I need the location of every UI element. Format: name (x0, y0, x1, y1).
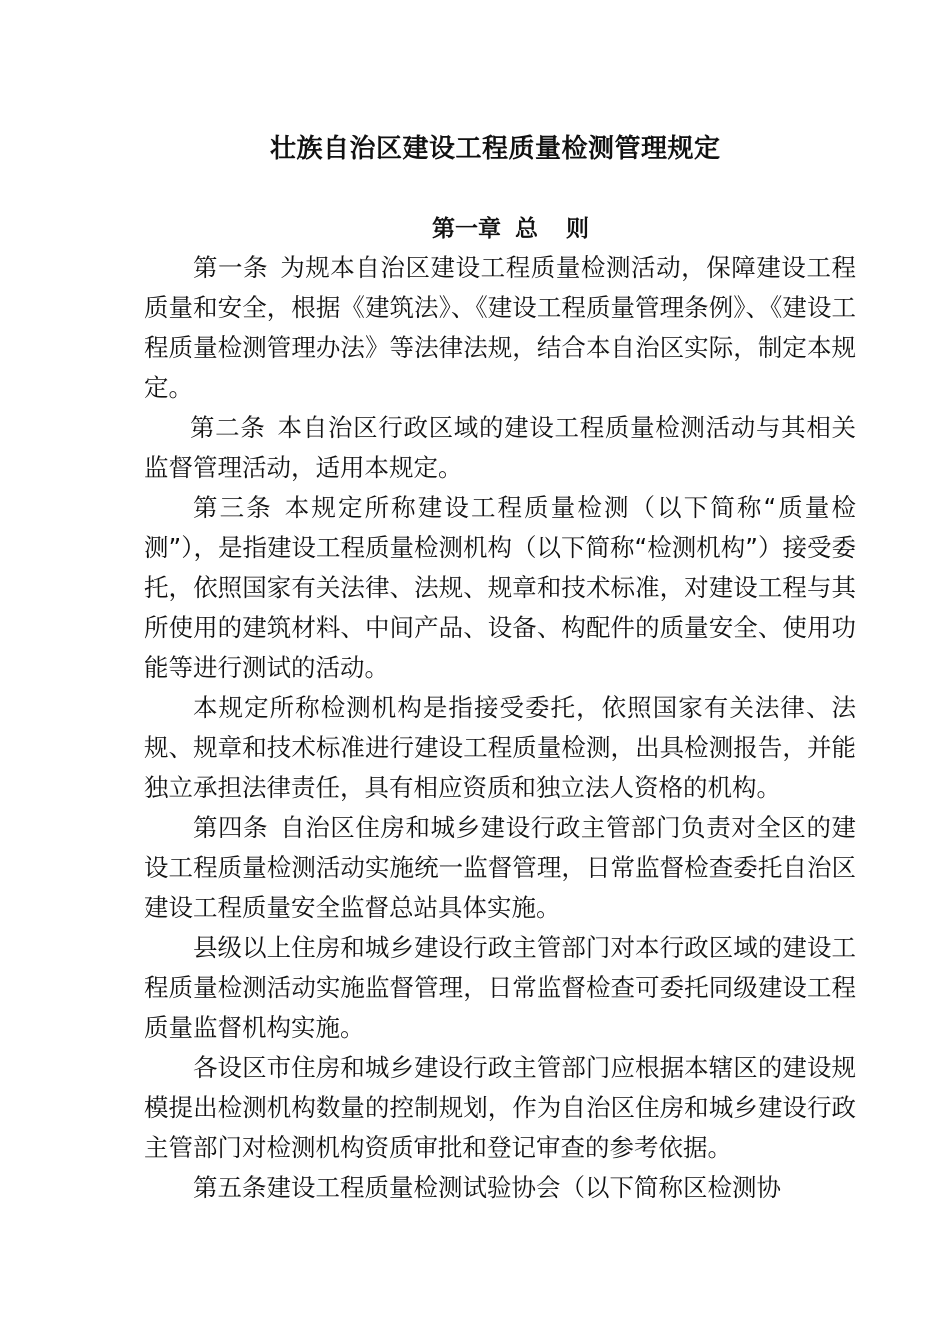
document-title: 壮族自治区建设工程质量检测管理规定 (270, 134, 721, 164)
paragraph-article-2 (144, 408, 856, 488)
paragraph-text: 本规定所称建设工程质量检测（以下简称“质量检测”），是指建设工程质量检测机构（以下简称“检测机构”）接受委托，依照国家有关法律、法规、规章和技术标准，对建设工程与其所使用的建筑材料、中间产品、设备、构配件的质量安全、使用功能等进行测试的活动。 (144, 493, 856, 682)
paragraph-text: 为规本自治区建设工程质量检测活动，保障建设工程质量和安全，根据《建筑法》、《建设工程质量管理条例》、《建设工程质量检测管理办法》等法律法规，结合本自治区实际，制定本规定。 (144, 253, 857, 402)
paragraph-article-5 (144, 1168, 856, 1208)
paragraph-article-1 (144, 248, 856, 408)
article-number: 第三条 (193, 493, 273, 522)
paragraph-article-4 (144, 808, 856, 928)
paragraph-text: 各设区市住房和城乡建设行政主管部门应根据本辖区的建设规模提出检测机构数量的控制规划，作为自治区住房和城乡建设行政主管部门对检测机构资质审批和登记审查的参考依据。 (144, 1053, 856, 1162)
document-body (144, 248, 856, 1208)
paragraph-text: 县级以上住房和城乡建设行政主管部门对本行政区域的建设工程质量检测活动实施监督管理，日常监督检查可委托同级建设工程质量监督机构实施。 (144, 933, 856, 1042)
paragraph-article-3-definition (144, 688, 856, 808)
article-number: 第四条 (193, 813, 269, 842)
paragraph-text: 第五条建设工程质量检测试验协会（以下简称区检测协 (193, 1173, 781, 1202)
article-number: 第二条 (190, 413, 266, 442)
paragraph-article-4-county (144, 928, 856, 1048)
chapter-heading (432, 210, 589, 243)
paragraph-text: 自治区住房和城乡建设行政主管部门负责对全区的建设工程质量检测活动实施统一监督管理，日常监督检查委托自治区建设工程质量安全监督总站具体实施。 (144, 813, 857, 922)
paragraph-article-3 (144, 488, 856, 688)
paragraph-text: 本自治区行政区域的建设工程质量检测活动与其相关监督管理活动，适用本规定。 (144, 413, 857, 482)
chapter-name-part2: 则 (566, 216, 589, 242)
chapter-number: 第一章 (432, 216, 501, 242)
paragraph-text: 本规定所称检测机构是指接受委托，依照国家有关法律、法规、规章和技术标准进行建设工程质量检测，出具检测报告，并能独立承担法律责任，具有相应资质和独立法人资格的机构。 (144, 693, 856, 802)
article-number: 第一条 (193, 253, 269, 282)
chapter-name-part1: 总 (515, 216, 538, 242)
paragraph-article-4-city (144, 1048, 856, 1168)
